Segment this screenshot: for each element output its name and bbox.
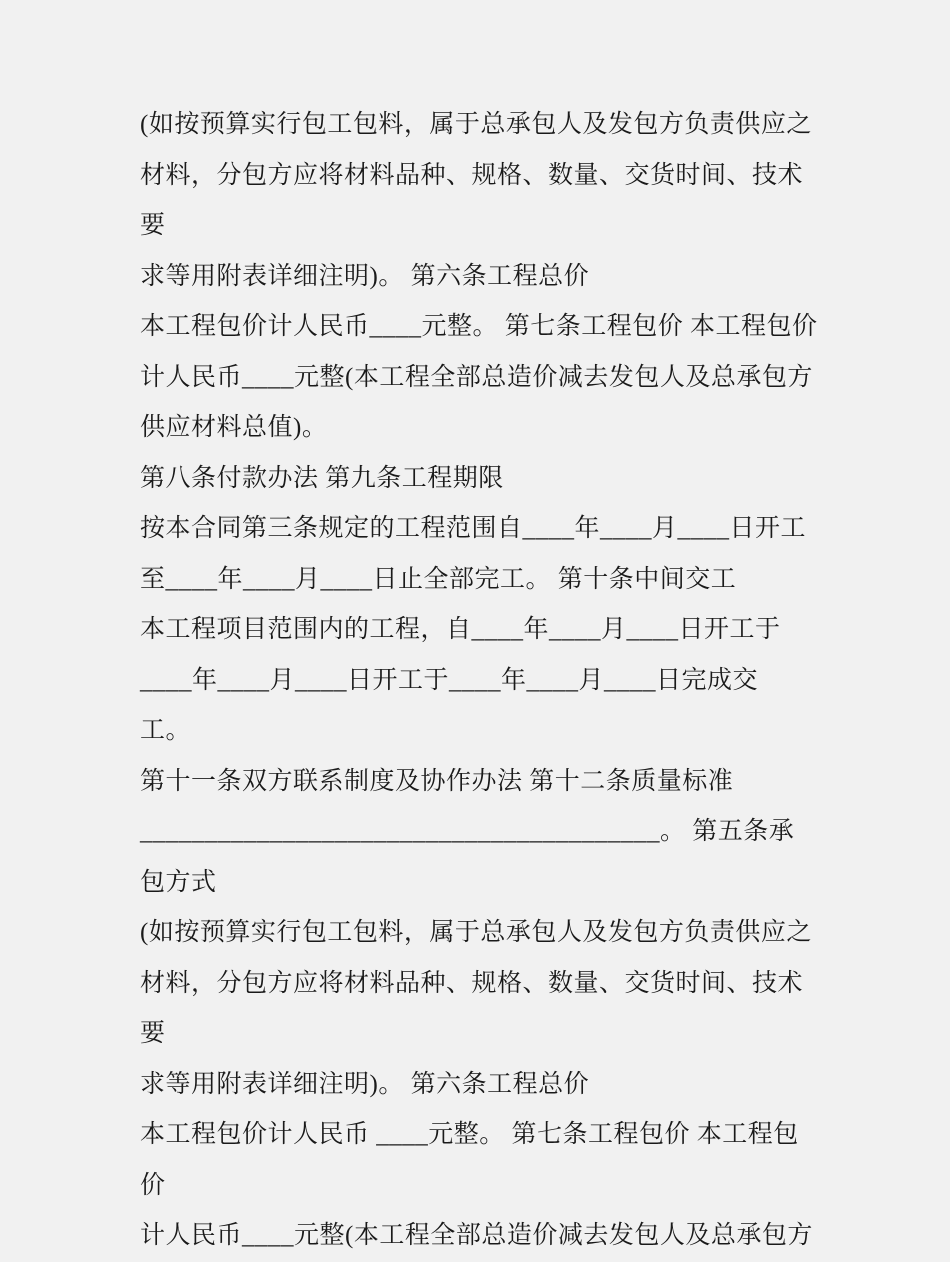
document-line: 计人民币____元整(本工程全部总造价减去发包人及总承包方 — [140, 363, 813, 391]
document-line: 至____年____月____日止全部完工。 第十条中间交工 — [140, 565, 737, 593]
document-line: 求等用附表详细注明)。 第六条工程总价 — [140, 1070, 590, 1098]
document-line: 材料，分包方应将材料品种、规格、数量、交货时间、技术要 — [140, 969, 804, 1047]
document-line: ____年____月____日开工于____年____月____日完成交 — [140, 666, 759, 694]
document-line: 第十一条双方联系制度及协作办法 第十二条质量标准 — [140, 767, 734, 795]
document-line: 本工程包价计人民币 ____元整。 第七条工程包价 本工程包价 — [140, 1121, 799, 1199]
document-line: (如按预算实行包工包料，属于总承包人及发包方负责供应之 — [140, 111, 812, 138]
document-line: 工。 — [140, 717, 192, 744]
document-line: 本工程项目范围内的工程，自____年____月____日开工于 — [140, 616, 781, 643]
document-line: ________________________________________。 第五条承 — [140, 818, 795, 845]
document-line: 供应材料总值)。 — [140, 414, 328, 441]
document-line: 按本合同第三条规定的工程范围自____年____月____日开工 — [140, 515, 807, 542]
document-line: 包方式 — [140, 868, 217, 896]
document-line: 计人民币____元整(本工程全部总造价减去发包人及总承包方 — [140, 1222, 813, 1249]
document-line: 材料，分包方应将材料品种、规格、数量、交货时间、技术要 — [140, 161, 804, 239]
document-line: 求等用附表详细注明)。 第六条工程总价 — [140, 262, 590, 290]
document-line: 本工程包价计人民币____元整。 第七条工程包价 本工程包价 — [140, 313, 818, 340]
document-line: 第八条付款办法 第九条工程期限 — [140, 464, 504, 492]
document-line: (如按预算实行包工包料，属于总承包人及发包方负责供应之 — [140, 919, 812, 946]
